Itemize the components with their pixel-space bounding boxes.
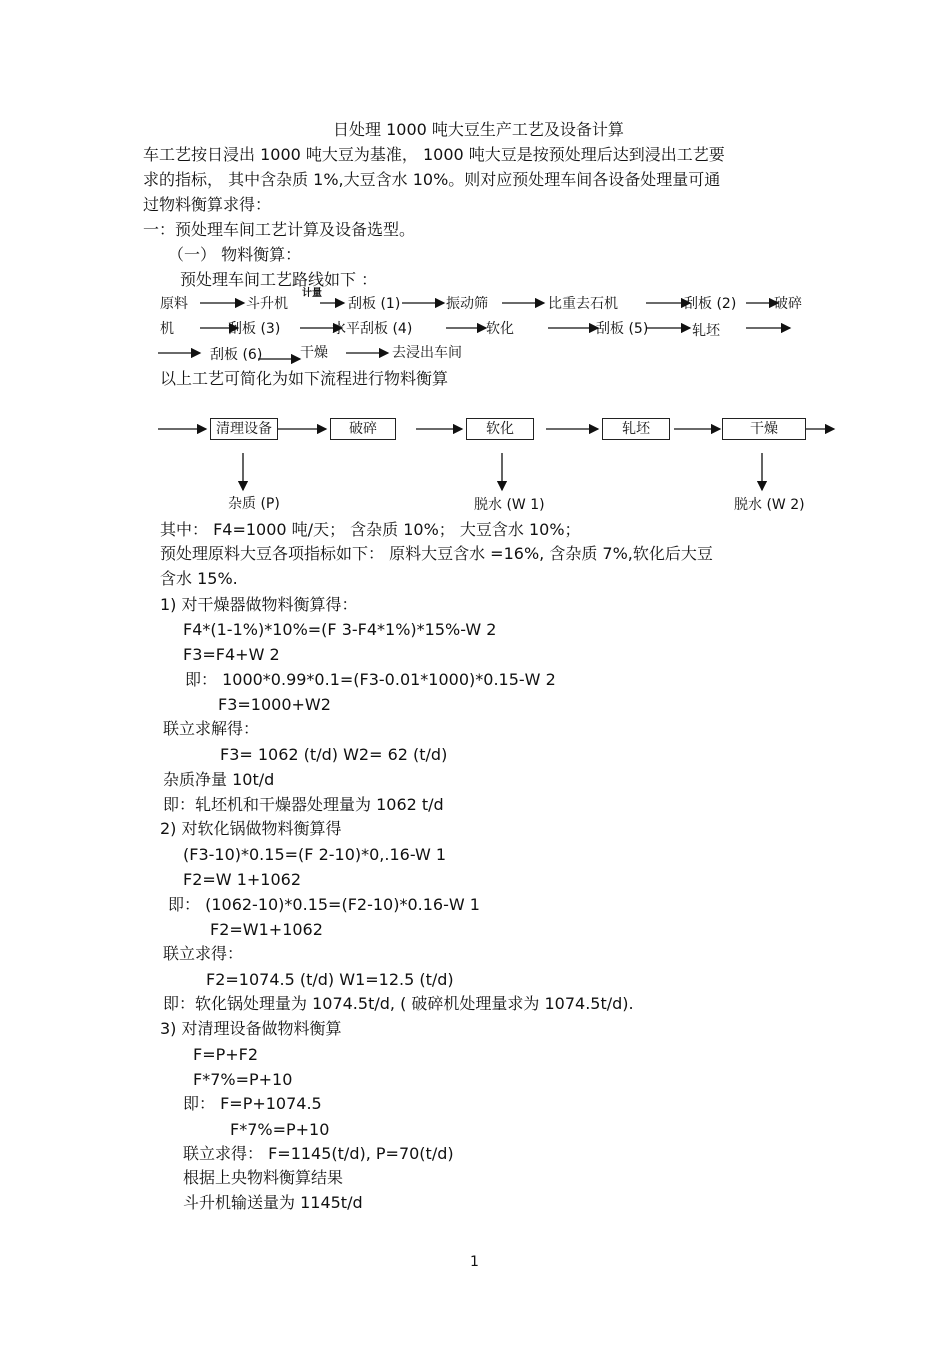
route-label: 水平刮板 (4)	[332, 321, 413, 337]
flow-box-cleaning: 清理设备	[210, 418, 278, 440]
equation: F4*(1-1%)*10%=(F 3-F4*1%)*15%-W 2	[183, 620, 497, 639]
route-label: 斗升机	[246, 296, 288, 312]
equation: 即： F=P+1074.5	[183, 1094, 322, 1113]
equation: F*7%=P+10	[193, 1070, 293, 1089]
equation: F2=1074.5 (t/d) W1=12.5 (t/d)	[206, 970, 454, 989]
text-line: 根据上央物料衡算结果	[183, 1168, 344, 1187]
equation: F2=W 1+1062	[183, 870, 301, 889]
intro-line-1: 车工艺按日浸出 1000 吨大豆为基准， 1000 吨大豆是按预处理后达到浸出工艺要	[143, 145, 725, 164]
equation: F3= 1062 (t/d) W2= 62 (t/d)	[220, 745, 448, 764]
flow-output-water1: 脱水 (W 1)	[474, 497, 545, 513]
flow-box-flaking: 轧坯	[602, 418, 670, 440]
text-line: 联立求得： F=1145(t/d), P=70(t/d)	[183, 1144, 454, 1163]
route-label: 刮板 (1)	[348, 296, 401, 312]
flow-box-softening: 软化	[466, 418, 534, 440]
text-line: 含水 15%.	[160, 569, 238, 588]
equation: F3=F4+W 2	[183, 645, 280, 664]
page-title: 日处理 1000 吨大豆生产工艺及设备计算	[333, 120, 624, 139]
text-line: 预处理原料大豆各项指标如下： 原料大豆含水 =16%, 含杂质 7%,软化后大豆	[160, 544, 713, 563]
route-label: 刮板 (5)	[596, 321, 649, 337]
subsection-heading: （一） 物料衡算：	[168, 245, 302, 264]
flow-box-crushing: 破碎	[330, 418, 396, 440]
route-label: 计量	[302, 288, 322, 299]
route-label: 原料	[160, 296, 188, 312]
route-label: 去浸出车间	[392, 345, 462, 361]
route-label: 比重去石机	[548, 296, 618, 312]
route-label: 刮板 (6)	[210, 347, 263, 363]
equation: F*7%=P+10	[230, 1120, 330, 1139]
equation: F3=1000+W2	[218, 695, 331, 714]
intro-line-2: 求的指标， 其中含杂质 1%,大豆含水 10%。则对应预处理车间各设备处理量可通	[143, 170, 721, 189]
text-line: 即：软化锅处理量为 1074.5t/d, ( 破碎机处理量求为 1074.5t/d).	[163, 994, 634, 1013]
page-number: 1	[470, 1254, 479, 1270]
equation: (F3-10)*0.15=(F 2-10)*0,.16-W 1	[183, 845, 447, 864]
route-label: 干燥	[300, 345, 328, 361]
simplify-note: 以上工艺可简化为如下流程进行物料衡算	[160, 369, 449, 388]
text-line: 2) 对软化锅做物料衡算得	[160, 819, 342, 838]
route-arrows	[0, 0, 950, 520]
equation: 即： 1000*0.99*0.1=(F3-0.01*1000)*0.15-W 2	[185, 670, 556, 689]
text-line: 1) 对干燥器做物料衡算得：	[160, 595, 358, 614]
equation: 即： (1062-10)*0.15=(F2-10)*0.16-W 1	[168, 895, 480, 914]
route-label: 刮板 (2)	[684, 296, 737, 312]
route-label: 破碎	[774, 296, 802, 312]
flow-output-impurity: 杂质 (P)	[228, 496, 280, 512]
route-intro: 预处理车间工艺路线如下 ：	[180, 270, 378, 289]
route-label: 软化	[486, 321, 514, 337]
text-line: 联立求得：	[163, 944, 244, 963]
route-label: 轧坯	[692, 323, 720, 339]
text-line: 杂质净量 10t/d	[163, 770, 275, 789]
intro-line-3: 过物料衡算求得：	[143, 195, 272, 214]
equation: F2=W1+1062	[210, 920, 323, 939]
text-line: 联立求解得：	[163, 719, 260, 738]
text-line: 其中： F4=1000 吨/天； 含杂质 10%； 大豆含水 10%；	[160, 520, 581, 539]
text-line: 即：轧坯机和干燥器处理量为 1062 t/d	[163, 795, 444, 814]
route-label: 机	[160, 321, 174, 337]
text-line: 3) 对清理设备做物料衡算	[160, 1019, 342, 1038]
route-label: 振动筛	[446, 296, 488, 312]
section-heading: 一：预处理车间工艺计算及设备选型。	[143, 220, 416, 239]
text-line: 斗升机输送量为 1145t/d	[183, 1193, 363, 1212]
route-label: 刮板 (3)	[228, 321, 281, 337]
flow-output-water2: 脱水 (W 2)	[734, 497, 805, 513]
flow-box-drying: 干燥	[722, 418, 806, 440]
equation: F=P+F2	[193, 1045, 259, 1064]
